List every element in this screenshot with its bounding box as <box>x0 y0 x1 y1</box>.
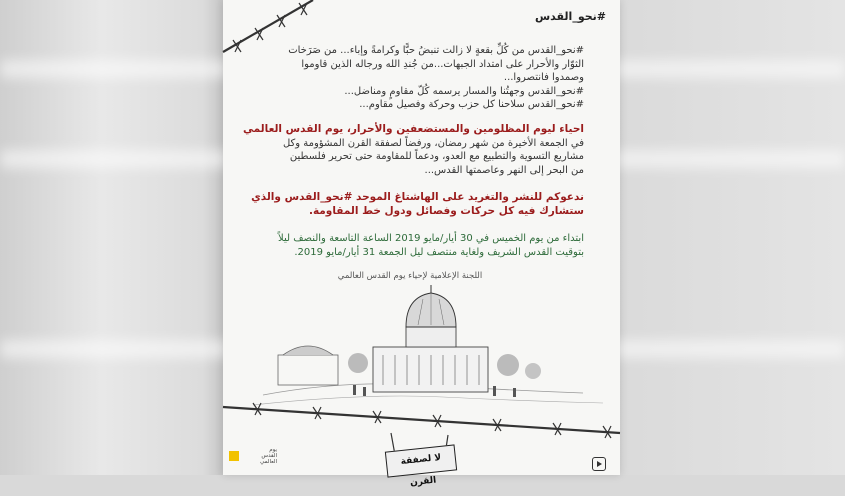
text-line: مشاريع التسوية والتطبيع مع العدو، ودعماً للمقاومة حتى تحرير فلسطين <box>289 151 584 162</box>
text-line: من البحر إلى النهر وعاصمتها القدس... <box>424 164 584 176</box>
text-line: الثوّار والأحرار على امتداد الجبهات...من جُندِ الله ورجاله الذين قاوموا <box>301 58 584 70</box>
text-line: وصمدوا فانتصروا... <box>503 72 584 83</box>
text-line: ابتداء من يوم الخميس في 30 أيار/مايو 2019 الساعة التاسعة والنصف ليلاً <box>277 233 584 244</box>
text-line: #نحو_القدس سلاحنا كل حزب وحركة وفصيل مقاوم... <box>359 99 584 110</box>
post-card <box>223 0 620 489</box>
text-line: #نحو_القدس وجهتُنا والمسار يرسمه كُلّ مقاومٍ ومناضل... <box>344 85 584 97</box>
headline: احياء ليوم المظلومين والمستضعفين والأحرار، يوم القدس العالمي <box>243 123 584 135</box>
signature: اللجنة الإعلامية لإحياء يوم القدس العالمي <box>337 271 483 281</box>
text-line: بتوقيت القدس الشريف ولغاية منتصف ليل الجمعة 31 أيار/مايو 2019. <box>294 246 584 258</box>
quds-day-paragraph <box>243 123 584 177</box>
intro-paragraph <box>254 44 584 112</box>
text-line: ستشارك فيه كل حركات وفصائل ودول خط المقاومة. <box>308 204 584 217</box>
hashtag-title[interactable]: #نحو_القدس <box>534 10 606 23</box>
logo-text: العالمي <box>260 459 277 465</box>
call-to-action <box>251 191 584 218</box>
dome-of-the-rock-illustration <box>223 285 620 475</box>
logo-text: القدس <box>261 453 277 459</box>
text-line: في الجمعة الأخيرة من شهر رمضان، ورفضاً لصفقة القرن المشؤومة وكل <box>282 137 584 149</box>
text-line: ندعوكم للنشر والتغريد على الهاشتاغ الموحد #نحو_القدس والذي <box>251 191 584 203</box>
logo-mark-icon <box>229 451 239 461</box>
logo-text: يوم <box>269 447 277 453</box>
text-line: #نحو_القدس من كُلِّ بقعةٍ لا زالت تنبضُ حبًّا وكرامةً وإباء... من صَرَخات <box>288 45 584 56</box>
no-deal-sign: لا لصفقة القرن <box>385 444 457 477</box>
quds-day-logo <box>229 447 277 469</box>
play-icon[interactable] <box>592 457 606 471</box>
schedule <box>254 232 584 259</box>
